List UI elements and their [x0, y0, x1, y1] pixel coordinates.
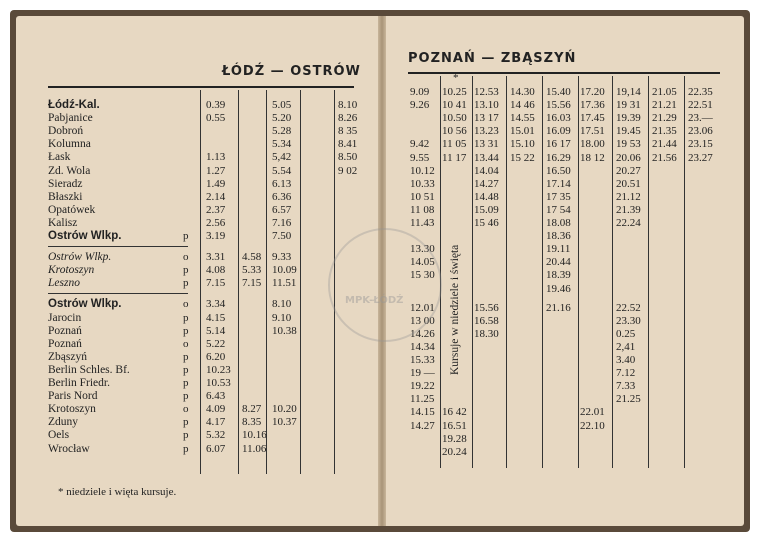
departure-time: 10.09 — [272, 264, 297, 277]
departure-time: 15 22 — [510, 151, 535, 164]
departure-time: 19 — — [410, 367, 435, 380]
departure-time: 6.20 — [206, 350, 226, 363]
departure-time: 5.32 — [206, 429, 226, 442]
departure-time: 17.14 — [546, 177, 571, 190]
departure-time: 5.05 — [272, 99, 292, 111]
departure-time: 11 08 — [410, 203, 435, 216]
departure-time: 4.15 — [206, 311, 226, 324]
departure-time: 22.35 — [688, 86, 713, 98]
departure-time: 23.— — [688, 112, 713, 125]
station-name: Berlin Friedr. — [48, 377, 110, 389]
departure-time: 9.42 — [410, 138, 430, 151]
departure-time: 23.15 — [688, 138, 713, 151]
departure-time: 21.39 — [616, 203, 641, 216]
left-column-divider — [266, 90, 267, 474]
departure-time: 5.34 — [272, 138, 292, 151]
departure-time: 1.13 — [206, 151, 226, 164]
departure-time: 7.33 — [616, 380, 636, 393]
departure-time: 22.51 — [688, 99, 713, 112]
departure-time: 10 41 — [442, 99, 467, 112]
departure-time: 18 12 — [580, 151, 605, 164]
departure-time: 5.20 — [272, 112, 292, 125]
departure-time: 17 35 — [546, 190, 571, 203]
station-name: Zduny — [48, 416, 79, 429]
departure-time: 10.33 — [410, 177, 435, 190]
departure-time: 6.13 — [272, 177, 292, 190]
departure-time: 10 56 — [442, 125, 467, 138]
station-name: Ostrów Wlkp. — [48, 298, 122, 311]
departure-time: 13 00 — [410, 314, 435, 327]
station-name: Oels — [48, 429, 70, 442]
departure-time: 7.15 — [206, 277, 226, 290]
departure-time: 12.01 — [410, 301, 435, 314]
right-column-divider — [506, 76, 507, 468]
departure-time: 23.30 — [616, 314, 641, 327]
left-column-divider — [300, 90, 301, 474]
right-column-divider — [578, 76, 579, 468]
departure-time: 23.27 — [688, 151, 713, 164]
sunday-service-note: Kursuje w niedziele i święta — [449, 244, 461, 375]
departure-time: 17.45 — [580, 112, 605, 125]
departure-time: 10.16 — [242, 429, 267, 442]
departure-time: 19 53 — [616, 138, 641, 151]
departure-time: 19,14 — [616, 86, 641, 98]
station-name: Poznań — [48, 324, 82, 337]
departure-time: 17 54 — [546, 203, 571, 216]
departure-time: 22.01 — [580, 406, 605, 419]
departure-time: 13 31 — [474, 138, 499, 151]
departure-time: 21.35 — [652, 125, 677, 138]
departure-time: 19.22 — [410, 380, 435, 393]
departure-time: 3.34 — [206, 298, 226, 311]
departure-time: 21.29 — [652, 112, 677, 125]
station-name: Pabjanice — [48, 112, 93, 125]
departure-time: 21.21 — [652, 99, 677, 112]
departure-time: 6.57 — [272, 203, 292, 216]
arrival-departure-flag: p — [183, 324, 189, 337]
departure-time: 8.41 — [338, 138, 358, 151]
departure-time: 15.33 — [410, 354, 435, 366]
departure-time: 5.54 — [272, 164, 292, 177]
departure-time: 12.53 — [474, 86, 499, 98]
departure-time: 20.06 — [616, 151, 641, 164]
departure-time: 19 31 — [616, 99, 641, 112]
departure-time: 2.14 — [206, 190, 226, 203]
departure-time: 18.39 — [546, 269, 571, 282]
departure-time: 9.09 — [410, 86, 430, 98]
departure-time: 1.49 — [206, 177, 226, 190]
departure-time: 16.50 — [546, 164, 571, 177]
departure-time: 10.37 — [272, 416, 297, 429]
arrival-departure-flag: o — [183, 403, 189, 416]
departure-time: 6.36 — [272, 190, 292, 203]
faded-stamp — [328, 228, 442, 342]
station-name: Krotoszyn — [48, 403, 96, 416]
right-column-divider — [684, 76, 685, 468]
departure-time: 4.17 — [206, 416, 226, 429]
departure-time: 14.27 — [474, 177, 499, 190]
station-name: Leszno — [48, 277, 80, 290]
departure-time: 2.37 — [206, 203, 226, 216]
departure-time: 20.27 — [616, 164, 641, 177]
departure-time: 11 05 — [442, 138, 467, 151]
arrival-departure-flag: p — [183, 277, 189, 290]
departure-time: 20.51 — [616, 177, 641, 190]
departure-time: 10.12 — [410, 164, 435, 177]
departure-time: 16.09 — [546, 125, 571, 138]
departure-time: 3.19 — [206, 230, 226, 242]
left-column-divider — [238, 90, 239, 474]
departure-time: 22.52 — [616, 301, 641, 314]
departure-time: 6.43 — [206, 390, 226, 403]
station-name: Poznań — [48, 337, 82, 350]
departure-time: 22.24 — [616, 217, 641, 229]
departure-time: 11.25 — [410, 393, 435, 406]
departure-time: 21.16 — [546, 301, 571, 314]
departure-time: 7.16 — [272, 216, 292, 229]
departure-time: 18.00 — [580, 138, 605, 151]
departure-time: 21.44 — [652, 138, 677, 151]
departure-time: 10.20 — [272, 403, 297, 416]
departure-time: 2,41 — [616, 340, 636, 353]
departure-time: 16.29 — [546, 151, 571, 164]
departure-time: 19.39 — [616, 112, 641, 125]
right-column-divider — [542, 76, 543, 468]
departure-time: 8.26 — [338, 112, 358, 125]
departure-time: 16.51 — [442, 419, 467, 432]
departure-time: 10.23 — [206, 363, 231, 376]
departure-time: 7.15 — [242, 277, 262, 290]
right-route-title: POZNAŃ — ZBĄSZYŃ — [408, 51, 577, 66]
departure-time: 15.40 — [546, 86, 571, 98]
departure-time: 16.03 — [546, 112, 571, 125]
departure-time: 11 17 — [442, 151, 467, 164]
arrival-departure-flag: p — [183, 416, 189, 429]
departure-time: 8.10 — [338, 99, 358, 111]
departure-time: 13.10 — [474, 99, 499, 112]
station-name: Krotoszyn — [48, 264, 95, 277]
arrival-departure-flag: o — [183, 251, 189, 264]
departure-time: 9.55 — [410, 151, 430, 164]
departure-time: 0.39 — [206, 99, 226, 111]
departure-time: 1.27 — [206, 164, 226, 177]
departure-time: 6.07 — [206, 442, 226, 455]
departure-time: 9 02 — [338, 164, 358, 177]
departure-time: 13 17 — [474, 112, 499, 125]
departure-time: 10.53 — [206, 377, 231, 389]
station-name: Jarocin — [48, 311, 82, 324]
station-name: Błaszki — [48, 190, 83, 203]
left-route-title: ŁÓDŹ — OSTRÓW — [222, 64, 361, 79]
station-name: Berlin Schles. Bf. — [48, 363, 130, 376]
station-name: Dobroń — [48, 125, 84, 138]
departure-time: 14.05 — [410, 256, 435, 269]
departure-time: 16 42 — [442, 406, 467, 419]
left-header-rule — [48, 86, 354, 88]
station-name: Paris Nord — [48, 390, 98, 403]
arrival-departure-flag: p — [183, 377, 189, 389]
departure-time: 23.06 — [688, 125, 713, 138]
departure-time: 14.30 — [510, 86, 535, 98]
arrival-departure-flag: p — [183, 264, 189, 277]
station-name: Ostrów Wlkp. — [48, 230, 122, 242]
arrival-departure-flag: p — [183, 350, 189, 363]
departure-time: 14.04 — [474, 164, 499, 177]
departure-time: 18.08 — [546, 217, 571, 229]
departure-time: 9.26 — [410, 99, 430, 112]
departure-time: 4.08 — [206, 264, 226, 277]
station-name: Łask — [48, 151, 71, 164]
group-separator — [48, 293, 188, 294]
station-name: Kalisz — [48, 216, 78, 229]
departure-time: 11.06 — [242, 442, 267, 455]
station-name: Zbąszyń — [48, 350, 87, 363]
departure-time: 10.25 — [442, 86, 467, 98]
station-name: Sieradz — [48, 177, 83, 190]
departure-time: 0.25 — [616, 327, 636, 340]
departure-time: 8.10 — [272, 298, 292, 311]
departure-time: 19.46 — [546, 282, 571, 295]
arrival-departure-flag: p — [183, 363, 189, 376]
departure-time: 8.27 — [242, 403, 262, 416]
departure-time: 14 46 — [510, 99, 535, 112]
station-name: Łódź-Kal. — [48, 99, 100, 111]
departure-time: 10.38 — [272, 324, 297, 337]
station-name: Ostrów Wlkp. — [48, 251, 112, 264]
footnote: * niedziele i więta kursuje. — [58, 486, 177, 498]
departure-time: 10.50 — [442, 112, 467, 125]
departure-time: 15.09 — [474, 203, 499, 216]
departure-time: 20.24 — [442, 445, 467, 458]
arrival-departure-flag: p — [183, 429, 189, 442]
departure-time: 3.31 — [206, 251, 226, 264]
departure-time: 16 17 — [546, 138, 571, 151]
departure-time: 5,42 — [272, 151, 292, 164]
departure-time: 19.28 — [442, 432, 467, 445]
departure-time: 13.23 — [474, 125, 499, 138]
departure-time: 10 51 — [410, 190, 435, 203]
station-name: Opatówek — [48, 203, 96, 216]
departure-time: 14.27 — [410, 419, 435, 432]
departure-time: 5.28 — [272, 125, 292, 138]
departure-time: 8.35 — [242, 416, 262, 429]
right-column-divider — [648, 76, 649, 468]
departure-time: 11.43 — [410, 217, 435, 229]
departure-time: 13.30 — [410, 243, 435, 256]
departure-time: 15.56 — [474, 301, 499, 314]
departure-time: 18.36 — [546, 230, 571, 243]
departure-time: 7.12 — [616, 367, 636, 380]
departure-time: 15.01 — [510, 125, 535, 138]
departure-time: 15.10 — [510, 138, 535, 151]
departure-time: 15 46 — [474, 217, 499, 229]
right-column-divider — [612, 76, 613, 468]
group-separator — [48, 246, 188, 247]
departure-time: 2.56 — [206, 216, 226, 229]
departure-time: 20.44 — [546, 256, 571, 269]
departure-time: 4.58 — [242, 251, 262, 264]
departure-time: 18.30 — [474, 327, 499, 340]
departure-time: 17.36 — [580, 99, 605, 112]
departure-time: 4.09 — [206, 403, 226, 416]
departure-time: 9.33 — [272, 251, 292, 264]
departure-time: 21.12 — [616, 190, 641, 203]
arrival-departure-flag: p — [183, 442, 189, 455]
departure-time: 9.10 — [272, 311, 292, 324]
departure-time: 21.05 — [652, 86, 677, 98]
asterisk-marker: * — [453, 72, 459, 84]
departure-time: 14.15 — [410, 406, 435, 419]
left-column-divider — [200, 90, 201, 474]
departure-time: 14.26 — [410, 327, 435, 340]
departure-time: 14.48 — [474, 190, 499, 203]
departure-time: 16.58 — [474, 314, 499, 327]
departure-time: 3.40 — [616, 354, 636, 366]
departure-time: 19.45 — [616, 125, 641, 138]
departure-time: 15.56 — [546, 99, 571, 112]
departure-time: 11.51 — [272, 277, 297, 290]
departure-time: 15 30 — [410, 269, 435, 282]
arrival-departure-flag: o — [183, 298, 189, 311]
station-name: Zd. Wola — [48, 164, 91, 177]
stamp-text: MPK-ŁÓDŹ — [345, 295, 404, 306]
departure-time: 7.50 — [272, 230, 292, 242]
departure-time: 14.34 — [410, 340, 435, 353]
departure-time: 8 35 — [338, 125, 358, 138]
departure-time: 21.56 — [652, 151, 677, 164]
departure-time: 5.22 — [206, 337, 226, 350]
station-name: Kolumna — [48, 138, 91, 151]
departure-time: 19.11 — [546, 243, 571, 256]
arrival-departure-flag: p — [183, 230, 189, 242]
departure-time: 17.51 — [580, 125, 605, 138]
departure-time: 17.20 — [580, 86, 605, 98]
right-column-divider — [472, 76, 473, 468]
arrival-departure-flag: p — [183, 311, 189, 324]
departure-time: 5.14 — [206, 324, 226, 337]
arrival-departure-flag: o — [183, 337, 189, 350]
departure-time: 13.44 — [474, 151, 499, 164]
departure-time: 14.55 — [510, 112, 535, 125]
station-name: Wrocław — [48, 442, 90, 455]
departure-time: 5.33 — [242, 264, 262, 277]
arrival-departure-flag: p — [183, 390, 189, 403]
departure-time: 8.50 — [338, 151, 358, 164]
departure-time: 0.55 — [206, 112, 226, 125]
departure-time: 22.10 — [580, 419, 605, 432]
departure-time: 21.25 — [616, 393, 641, 406]
